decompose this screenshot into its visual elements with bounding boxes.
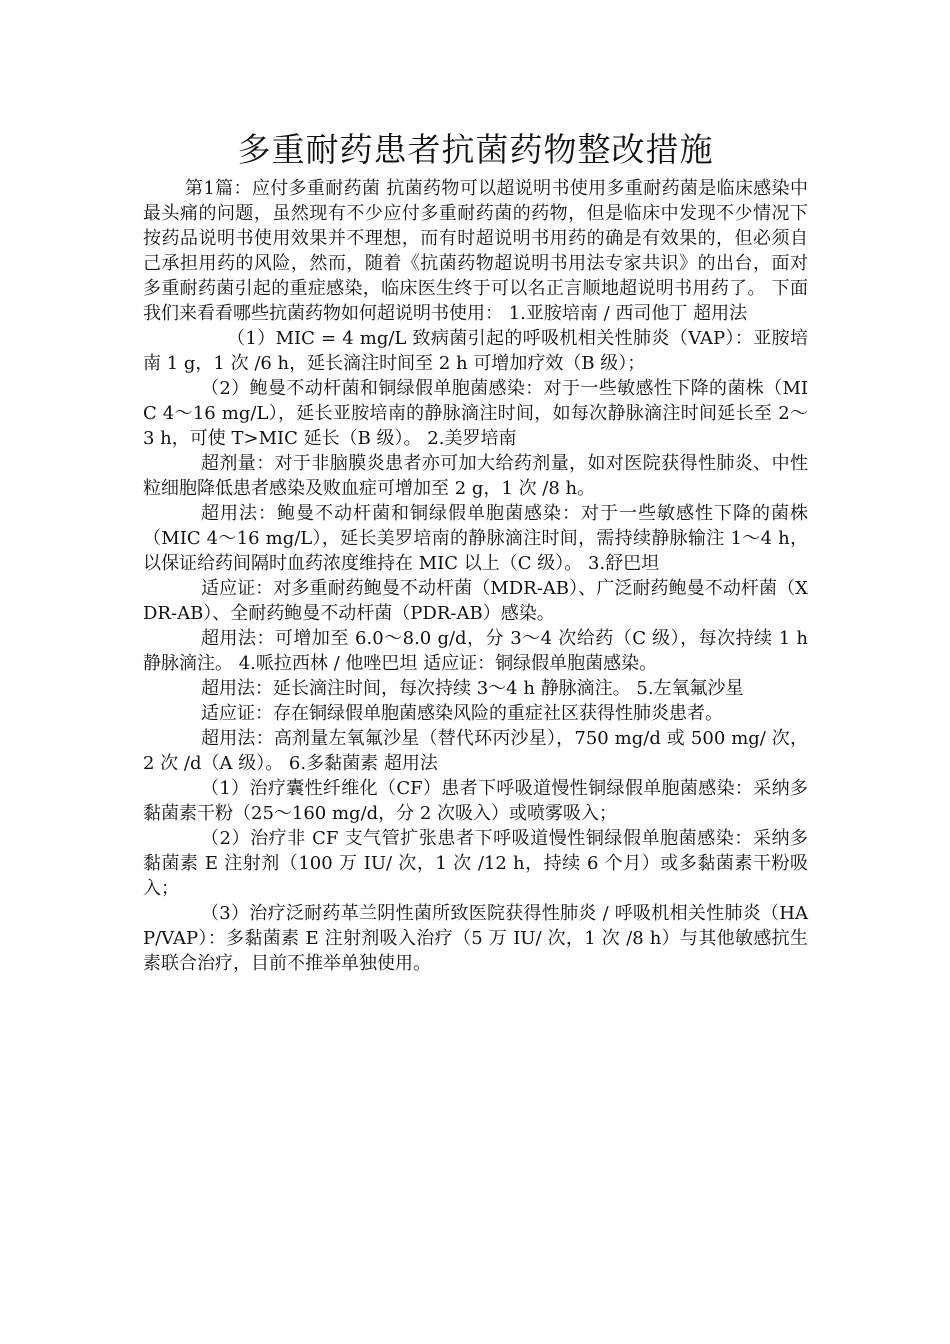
paragraph-meropenem-usage: 超用法：鲍曼不动杆菌和铜绿假单胞菌感染：对于一些敏感性下降的菌株（MIC 4～16 mg/L），延长美罗培南的静脉滴注时间，需持续静脉输注 1～4 h，以保证给药间隔时血药浓度维持在 MIC 以上（C 级）。 3.舒巴坦 xyxy=(143,503,808,574)
paragraph-imipenem-2: （2）鲍曼不动杆菌和铜绿假单胞菌感染：对于一些敏感性下降的菌株（MIC 4～16 mg/L），延长亚胺培南的静脉滴注时间，如每次静脉滴注时间延长至 2～3 h，可使 T>MIC 延长（B 级）。 2.美罗培南 xyxy=(143,378,808,449)
paragraph-levofloxacin-indication: 适应证：存在铜绿假单胞菌感染风险的重症社区获得性肺炎患者。 xyxy=(201,703,723,724)
paragraph-levofloxacin-usage: 超用法：高剂量左氧氟沙星（替代环丙沙星），750 mg/d 或 500 mg/ 次，2 次 /d（A 级）。 6.多黏菌素 超用法 xyxy=(143,728,808,774)
paragraph-imipenem-1: （1）MIC = 4 mg/L 致病菌引起的呼吸机相关性肺炎（VAP）：亚胺培南 1 g，1 次 /6 h，延长滴注时间至 2 h 可增加疗效（B 级）； xyxy=(143,328,808,374)
document-page xyxy=(143,128,808,976)
document-title: 多重耐药患者抗菌药物整改措施 xyxy=(237,130,714,169)
paragraph-intro: 第1篇：应付多重耐药菌 抗菌药物可以超说明书使用多重耐药菌是临床感染中最头痛的问题，虽然现有不少应付多重耐药菌的药物，但是临床中发现不少情况下按药品说明书使用效果并不理想，而有时超说明书用药的确是有效果的，但必须自己承担用药的风险，然而，随着《抗菌药物超说明书用法专家共识》的出台，面对多重耐药菌引起的重症感染，临床医生终于可以名正言顺地超说明书用药了。 下面我们来看看哪些抗菌药物如何超说明书使用： 1.亚胺培南 / 西司他丁 超用法 xyxy=(143,178,808,324)
paragraph-polymyxin-1: （1）治疗囊性纤维化（CF）患者下呼吸道慢性铜绿假单胞菌感染：采纳多黏菌素干粉（25～160 mg/d，分 2 次吸入）或喷雾吸入； xyxy=(143,778,808,824)
paragraph-sulbactam-indication: 适应证：对多重耐药鲍曼不动杆菌（MDR-AB）、广泛耐药鲍曼不动杆菌（XDR-AB）、全耐药鲍曼不动杆菌（PDR-AB）感染。 xyxy=(143,578,808,624)
paragraph-piperacillin-usage: 超用法：延长滴注时间，每次持续 3～4 h 静脉滴注。 5.左氧氟沙星 xyxy=(201,678,744,699)
paragraph-polymyxin-3: （3）治疗泛耐药革兰阴性菌所致医院获得性肺炎 / 呼吸机相关性肺炎（HAP/VAP）：多黏菌素 E 注射剂吸入治疗（5 万 IU/ 次，1 次 /8 h）与其他敏感抗生素联合治疗，目前不推举单独使用。 xyxy=(143,903,808,974)
paragraph-sulbactam-usage: 超用法：可增加至 6.0～8.0 g/d，分 3～4 次给药（C 级），每次持续 1 h 静脉滴注。 4.哌拉西林 / 他唑巴坦 适应证：铜绿假单胞菌感染。 xyxy=(143,628,808,674)
paragraph-polymyxin-2: （2）治疗非 CF 支气管扩张患者下呼吸道慢性铜绿假单胞菌感染：采纳多黏菌素 E 注射剂（100 万 IU/ 次，1 次 /12 h，持续 6 个月）或多黏菌素干粉吸入； xyxy=(143,828,808,899)
paragraph-meropenem-dose: 超剂量：对于非脑膜炎患者亦可加大给药剂量，如对医院获得性肺炎、中性粒细胞降低患者感染及败血症可增加至 2 g，1 次 /8 h。 xyxy=(143,453,808,499)
